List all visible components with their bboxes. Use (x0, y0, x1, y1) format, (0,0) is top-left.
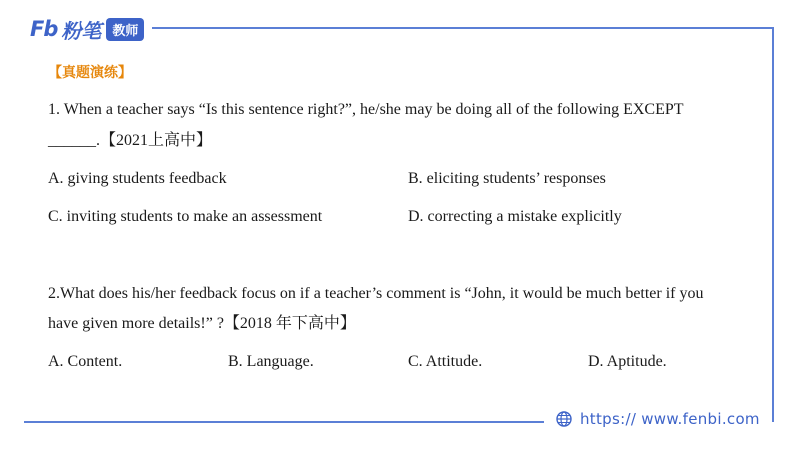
fenbi-logo (30, 15, 144, 43)
question-1-line-1: 1. When a teacher says “Is this sentence right?”, he/she may be doing all of the following EXCEPT (48, 101, 684, 118)
q1-option-c: C. inviting students to make an assessment (48, 208, 323, 225)
q1-option-d: D. correcting a mistake explicitly (408, 208, 622, 225)
q1-option-a: A. giving students feedback (48, 170, 227, 187)
question-2-line-2: have given more details!” ?【2018 年下高中】 (48, 315, 356, 332)
logo-name: 粉笔 (61, 18, 102, 43)
question-2-line-1: 2.What does his/her feedback focus on if a teacher’s comment is “John, it would be much better if you (48, 285, 704, 302)
logo-mark: Fb (30, 17, 58, 41)
frame-bottom-border (24, 421, 544, 423)
q2-option-d: D. Aptitude. (588, 353, 667, 370)
footer-url-text[interactable]: https:// www.fenbi.com (580, 410, 760, 428)
section-title: 【真题演练】 (48, 65, 132, 81)
logo-tag: 教师 (106, 18, 144, 41)
footer-website[interactable] (556, 410, 760, 428)
q2-option-a: A. Content. (48, 353, 123, 370)
globe-icon (556, 411, 572, 427)
frame-right-border (772, 27, 774, 422)
question-1-line-2: ______.【2021上高中】 (48, 132, 213, 149)
frame-top-border (152, 27, 774, 29)
q1-option-b: B. eliciting students’ responses (408, 170, 606, 187)
q2-option-c: C. Attitude. (408, 353, 483, 370)
q2-option-b: B. Language. (228, 353, 314, 370)
